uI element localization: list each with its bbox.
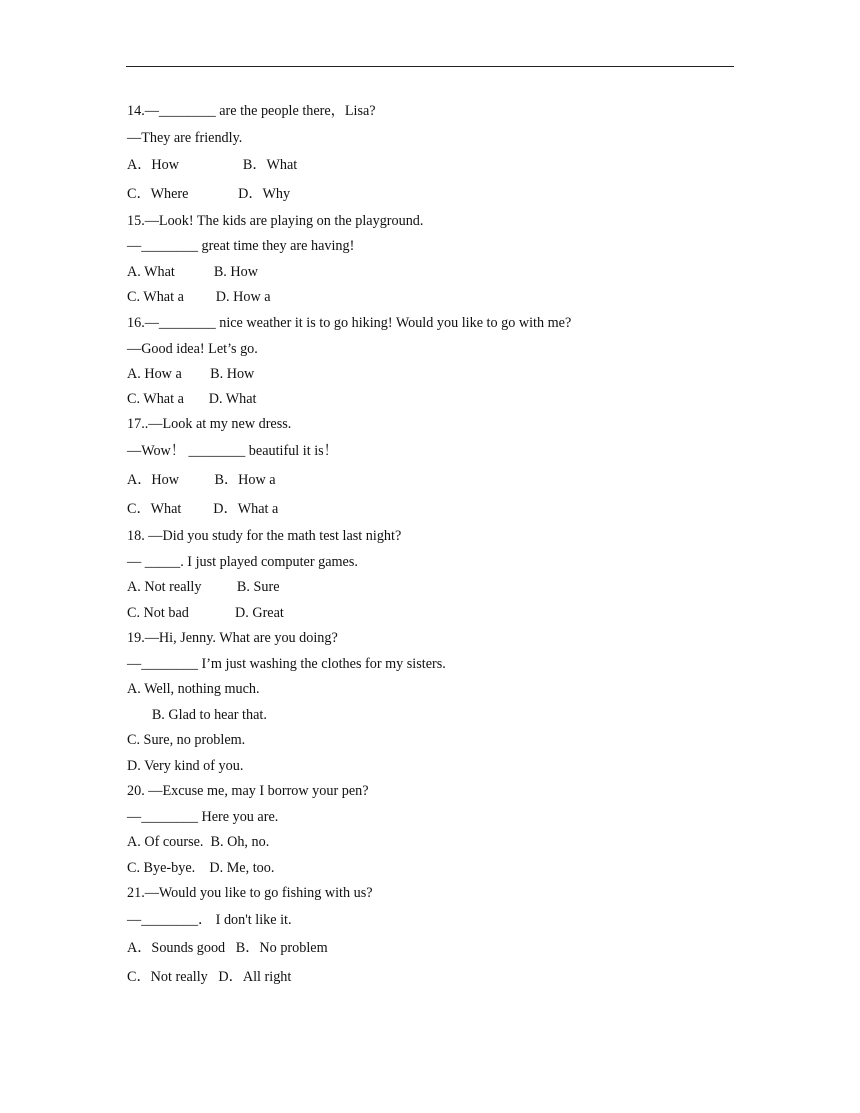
question-18-stem: 18. —Did you study for the math test last night? <box>127 528 402 544</box>
question-19-reply: —________ I’m just washing the clothes for my sisters. <box>127 656 446 672</box>
question-19-option-b: B. Glad to hear that. <box>127 707 267 723</box>
question-21-stem: 21.—Would you like to go fishing with us? <box>127 885 373 901</box>
question-19-option-d: D. Very kind of you. <box>127 758 244 774</box>
question-20-stem: 20. —Excuse me, may I borrow your pen? <box>127 783 369 799</box>
question-18-options-cd: C. Not bad D. Great <box>127 605 284 621</box>
question-19-stem: 19.—Hi, Jenny. What are you doing? <box>127 630 338 646</box>
question-20-reply: —________ Here you are. <box>127 809 279 825</box>
question-20-options-cd: C. Bye-bye. D. Me, too. <box>127 860 275 876</box>
question-19-option-c: C. Sure, no problem. <box>127 732 246 748</box>
question-19-option-a: A. Well, nothing much. <box>127 681 260 697</box>
question-21-reply: —________． I don't like it. <box>127 912 292 928</box>
question-14-stem: 14.—________ are the people there，Lisa? <box>127 103 376 119</box>
question-14-reply: —They are friendly. <box>127 130 243 146</box>
question-14-options-ab: A．How B．What <box>127 157 298 173</box>
question-18-reply: — _____. I just played computer games. <box>127 554 358 570</box>
question-17-reply: —Wow！ ________ beautiful it is！ <box>127 443 338 459</box>
question-14-options-cd: C．Where D．Why <box>127 186 291 202</box>
question-16-reply: —Good idea! Let’s go. <box>127 341 258 357</box>
question-15-options-cd: C. What a D. How a <box>127 289 271 305</box>
question-17-options-ab: A．How B．How a <box>127 472 276 488</box>
question-15-reply: —________ great time they are having! <box>127 238 355 254</box>
header-rule <box>126 66 734 67</box>
question-16-options-ab: A. How a B. How <box>127 366 255 382</box>
question-17-stem: 17..—Look at my new dress. <box>127 416 292 432</box>
question-15-options-ab: A. What B. How <box>127 264 258 280</box>
question-16-options-cd: C. What a D. What <box>127 391 257 407</box>
question-17-options-cd: C．What D．What a <box>127 501 279 517</box>
question-20-options-ab: A. Of course. B. Oh, no. <box>127 834 270 850</box>
question-16-stem: 16.—________ nice weather it is to go hiking! Would you like to go with me? <box>127 315 572 331</box>
question-15-stem: 15.—Look! The kids are playing on the playground. <box>127 213 424 229</box>
question-21-options-ab: A．Sounds good B．No problem <box>127 940 328 956</box>
question-18-options-ab: A. Not really B. Sure <box>127 579 280 595</box>
question-21-options-cd: C．Not really D．All right <box>127 969 292 985</box>
